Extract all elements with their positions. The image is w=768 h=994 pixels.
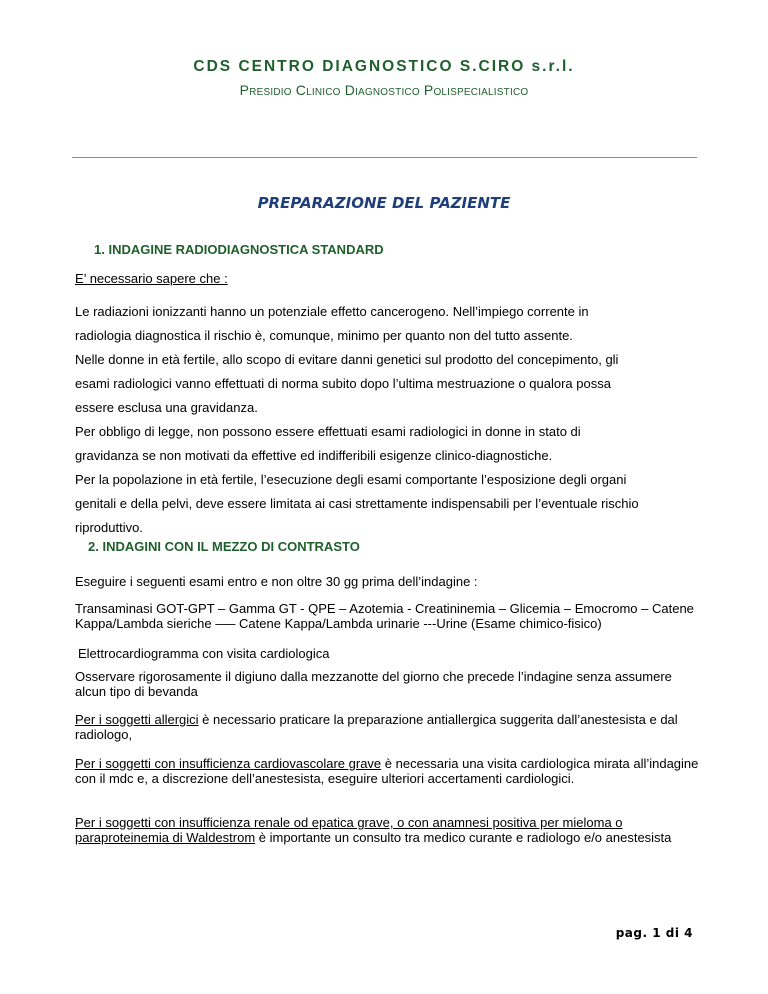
renal-patients-note (75, 815, 715, 845)
page-title: PREPARAZIONE DEL PAZIENTE (257, 194, 511, 212)
section-heading-radiodiagnostica: 1. INDAGINE RADIODIAGNOSTICA STANDARD (94, 242, 384, 257)
body-line: Nelle donne in età fertile, allo scopo di evitare danni genetici sul prodotto del concepimento, gli (75, 352, 619, 367)
allergic-patients-text: è necessario praticare la preparazione antiallergica suggerita dall’anestesista e dal radiologo, (75, 712, 678, 742)
ecg-requirement: Elettrocardiogramma con visita cardiologica (78, 646, 330, 661)
body-line: genitali e della pelvi, deve essere limitata ai casi strettamente indispensabili per l’eventuale rischio (75, 496, 639, 511)
body-line: essere esclusa una gravidanza. (75, 400, 258, 415)
cardio-patients-label: Per i soggetti con insufficienza cardiovascolare grave (75, 756, 382, 771)
body-line: radiologia diagnostica il rischio è, comunque, minimo per quanto non del tutto assente. (75, 328, 573, 343)
header-divider (72, 157, 697, 158)
allergic-patients-label: Per i soggetti allergici (75, 712, 199, 727)
body-line: riproduttivo. (75, 520, 143, 535)
company-subtitle: Presidio Clinico Diagnostico Polispecialistico (239, 82, 529, 98)
body-line: Per la popolazione in età fertile, l’esecuzione degli esami comportante l’esposizione degli organi (75, 472, 627, 487)
cardio-patients-text: è necessaria una visita cardiologica mirata all’indagine con il mdc e, a discrezione dell’anestesista, eseguire ulteriori accertamenti cardiologici. (75, 756, 699, 786)
section2-intro: Eseguire i seguenti esami entro e non oltre 30 gg prima dell’indagine : (75, 574, 478, 589)
required-exams-list: Transaminasi GOT-GPT – Gamma GT - QPE – Azotemia - Creatininemia – Glicemia – Emocromo – Catene Kappa/Lambda sieriche –— Catene Kappa/Lambda urinarie ---Urine (Esame chimico-fisico) (75, 601, 694, 631)
section1-intro: E’ necessario sapere che : (75, 271, 228, 286)
body-line: Per obbligo di legge, non possono essere effettuati esami radiologici in donne in stato di (75, 424, 581, 439)
renal-patients-label: Per i soggetti con insufficienza renale od epatica grave, o con anamnesi positiva per mieloma o paraproteinemia di Waldestrom (75, 815, 623, 845)
body-line: Le radiazioni ionizzanti hanno un potenziale effetto cancerogeno. Nell’impiego corrente in (75, 304, 589, 319)
page-number: pag. 1 di 4 (615, 926, 693, 940)
fasting-instruction: Osservare rigorosamente il digiuno dalla mezzanotte del giorno che precede l’indagine senza assumere alcun tipo di bevanda (75, 669, 672, 699)
body-line: esami radiologici vanno effettuati di norma subito dopo l’ultima mestruazione o qualora possa (75, 376, 611, 391)
allergic-patients-note (75, 712, 705, 742)
cardio-patients-note (75, 756, 705, 786)
section-heading-contrasto: 2. INDAGINI CON IL MEZZO DI CONTRASTO (88, 539, 360, 554)
body-line: gravidanza se non motivati da effettive ed indifferibili esigenze clinico-diagnostiche. (75, 448, 553, 463)
company-name: CDS CENTRO DIAGNOSTICO S.CIRO s.r.l. (193, 58, 575, 75)
renal-patients-text: è importante un consulto tra medico curante e radiologo e/o anestesista (255, 830, 672, 845)
section1-body (75, 300, 705, 540)
